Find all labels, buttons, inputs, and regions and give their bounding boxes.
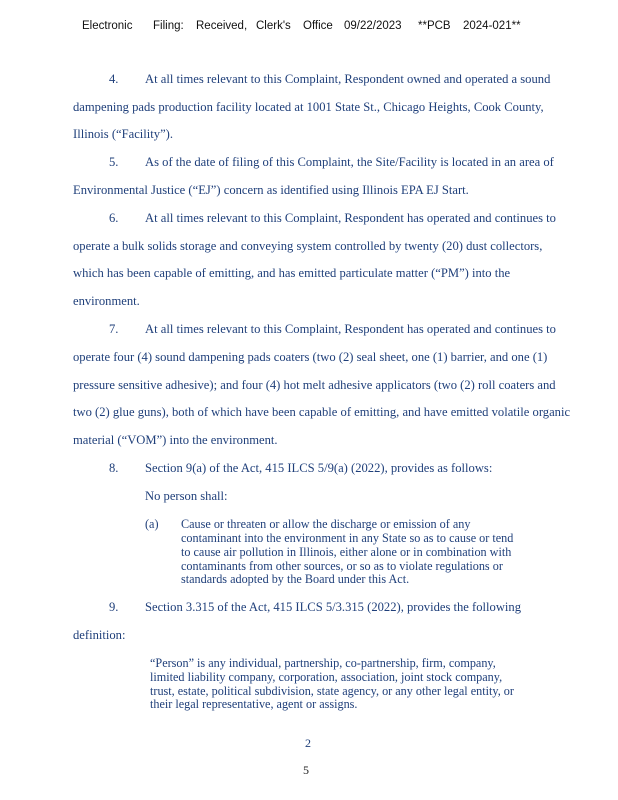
paragraph-4-line: dampening pads production facility located at 1001 State St., Chicago Heights, Cook County,	[73, 100, 544, 114]
statute-subsection-label: (a)	[145, 517, 159, 531]
paragraph-7-line: two (2) glue guns), both of which have been capable of emitting, and have emitted volatile organic	[73, 405, 571, 419]
header-word: **PCB	[418, 20, 451, 32]
statute-quote-line: contaminants from other sources, or so as to violate regulations or	[181, 559, 503, 573]
header-word: Electronic	[82, 20, 133, 32]
paragraph-6-line: environment.	[73, 294, 140, 308]
paragraph-7-line: At all times relevant to this Complaint, Respondent has operated and continues to	[145, 322, 556, 336]
header-case-number: 2024-021**	[463, 20, 521, 32]
paragraph-9-line: Section 3.315 of the Act, 415 ILCS 5/3.315 (2022), provides the following	[145, 600, 522, 614]
paragraph-8-line: Section 9(a) of the Act, 415 ILCS 5/9(a) (2022), provides as follows:	[145, 461, 493, 475]
paragraph-7-line: material (“VOM”) into the environment.	[73, 433, 278, 447]
paragraph-6-line: which has been capable of emitting, and has emitted particulate matter (“PM”) into the	[73, 266, 511, 280]
header-word: Received,	[196, 20, 248, 32]
paragraph-6-line: At all times relevant to this Complaint, Respondent has operated and continues to	[145, 211, 556, 225]
statute-quote-line: contaminant into the environment in any State so as to cause or tend	[181, 531, 514, 545]
paragraph-6-number: 6.	[109, 211, 119, 225]
header-word: Clerk's	[256, 20, 291, 32]
header-word: Filing:	[153, 20, 184, 32]
filing-page-number: 5	[303, 763, 309, 777]
paragraph-7-line: pressure sensitive adhesive); and four (4) hot melt adhesive applicators (two (2) roll coaters and	[73, 378, 556, 392]
paragraph-7-number: 7.	[109, 322, 119, 336]
paragraph-5-line: As of the date of filing of this Complaint, the Site/Facility is located in an area of	[145, 155, 554, 169]
paragraph-8-number: 8.	[109, 461, 119, 475]
paragraph-4-line: Illinois (“Facility”).	[73, 127, 174, 141]
definition-quote-line: their legal representative, agent or assigns.	[150, 697, 358, 711]
definition-quote-line: limited liability company, corporation, association, joint stock company,	[150, 670, 503, 684]
paragraph-4-line: At all times relevant to this Complaint, Respondent owned and operated a sound	[145, 72, 551, 86]
paragraph-5-line: Environmental Justice (“EJ”) concern as identified using Illinois EPA EJ Start.	[73, 183, 469, 197]
definition-quote-line: “Person” is any individual, partnership, co-partnership, firm, company,	[150, 656, 496, 670]
header-date: 09/22/2023	[344, 20, 402, 32]
paragraph-6-line: operate a bulk solids storage and conveying system controlled by twenty (20) dust collectors,	[73, 239, 543, 253]
statute-quote-line: to cause air pollution in Illinois, either alone or in combination with	[181, 545, 512, 559]
document-page-number: 2	[305, 736, 311, 750]
paragraph-4-number: 4.	[109, 72, 119, 86]
paragraph-9-number: 9.	[109, 600, 119, 614]
paragraph-5-number: 5.	[109, 155, 119, 169]
statute-quote-line: Cause or threaten or allow the discharge or emission of any	[181, 517, 471, 531]
paragraph-7-line: operate four (4) sound dampening pads coaters (two (2) seal sheet, one (1) barrier, and one (1)	[73, 350, 548, 364]
definition-quote-line: trust, estate, political subdivision, state agency, or any other legal entity, or	[150, 684, 514, 698]
paragraph-8-line: No person shall:	[145, 489, 228, 503]
header-word: Office	[303, 20, 333, 32]
paragraph-9-line: definition:	[73, 628, 126, 642]
statute-quote-line: standards adopted by the Board under this Act.	[181, 572, 410, 586]
